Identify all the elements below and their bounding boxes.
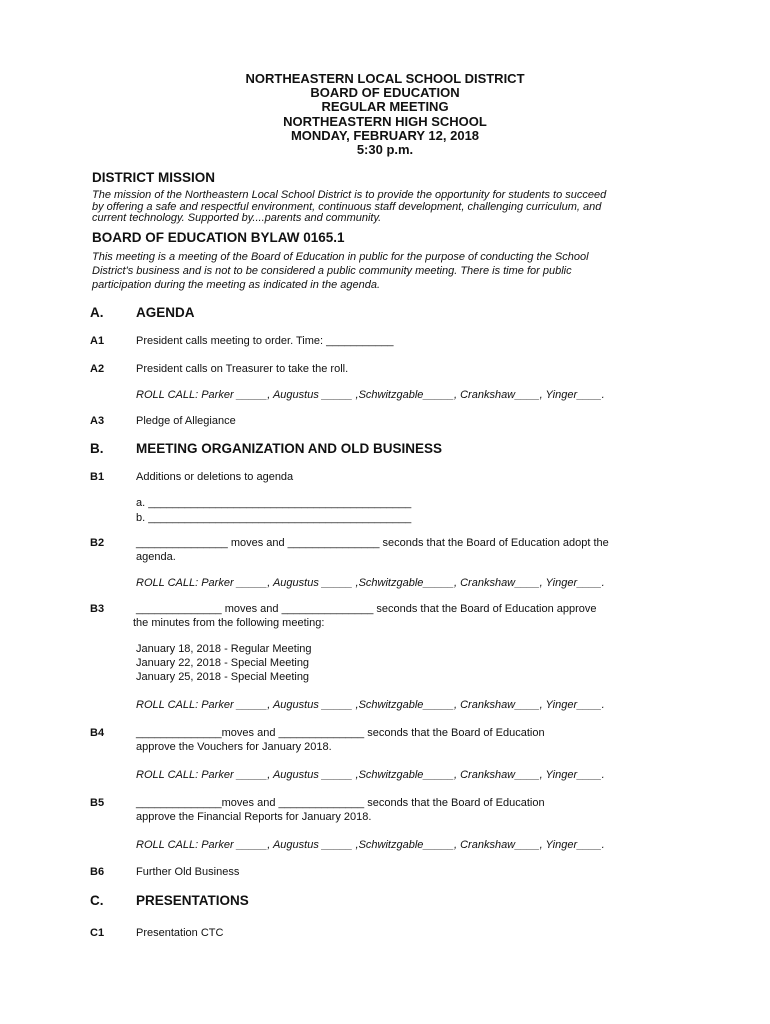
item-b3-label: B3: [90, 603, 105, 615]
item-a2-label: A2: [90, 363, 105, 375]
mission-text: [92, 190, 606, 225]
bylaw-text: [92, 250, 589, 292]
section-c-letter: C.: [90, 893, 104, 908]
item-b1-text: Additions or deletions to agenda: [136, 471, 294, 483]
item-a1-label: A1: [90, 335, 105, 347]
bylaw-line: This meeting is a meeting of the Board of Education in public for the purpose of conducting the School: [92, 251, 589, 263]
item-a3-label: A3: [90, 415, 105, 427]
header-time: 5:30 p.m.: [356, 142, 414, 158]
section-a-title: AGENDA: [136, 305, 195, 320]
item-b1-label: B1: [90, 471, 105, 483]
bylaw-heading: BOARD OF EDUCATION BYLAW 0165.1: [92, 230, 345, 245]
header-district: NORTHEASTERN LOCAL SCHOOL DISTRICT: [245, 71, 525, 86]
item-b2-line1: _______________ moves and _______________ seconds that the Board of Education adopt the: [136, 537, 609, 549]
roll-call-a2: ROLL CALL: Parker _____, Augustus _____ ,Schwitzgable_____, Crankshaw____, Yinger____.: [136, 389, 605, 401]
item-a2-text: President calls on Treasurer to take the roll.: [136, 363, 349, 375]
meeting-date-2: January 22, 2018 - Special Meeting: [136, 657, 310, 669]
meeting-date-3: January 25, 2018 - Special Meeting: [136, 671, 310, 683]
item-b6-label: B6: [90, 866, 105, 878]
document-header: [0, 72, 770, 157]
item-b5-line2: approve the Financial Reports for January 2018.: [136, 811, 372, 823]
meeting-date-1: January 18, 2018 - Regular Meeting: [136, 643, 312, 655]
item-b2-label: B2: [90, 537, 105, 549]
item-b5-label: B5: [90, 797, 105, 809]
item-b6-text: Further Old Business: [136, 866, 240, 878]
roll-call-b4: ROLL CALL: Parker _____, Augustus _____ ,Schwitzgable_____, Crankshaw____, Yinger____.: [136, 769, 605, 781]
item-c1-text: Presentation CTC: [136, 927, 224, 939]
item-b2-line2: agenda.: [136, 551, 176, 563]
roll-call-b3: ROLL CALL: Parker _____, Augustus _____ ,Schwitzgable_____, Crankshaw____, Yinger____.: [136, 699, 605, 711]
bylaw-line: District's business and is not to be considered a public community meeting. There is time for public: [92, 265, 572, 277]
agenda-change-a: a. ___________________________________________: [136, 497, 412, 509]
item-b3-line1: ______________ moves and _______________ seconds that the Board of Education approve: [136, 603, 597, 615]
item-b4-label: B4: [90, 727, 105, 739]
header-location: NORTHEASTERN HIGH SCHOOL: [283, 113, 487, 129]
mission-line: current technology. Supported by....parents and community.: [92, 212, 382, 225]
section-c-title: PRESENTATIONS: [136, 893, 249, 908]
item-b3-line2: the minutes from the following meeting:: [133, 617, 325, 629]
mission-heading: DISTRICT MISSION: [92, 170, 216, 185]
section-a-letter: A.: [90, 305, 104, 320]
item-b4-line2: approve the Vouchers for January 2018.: [136, 741, 332, 753]
item-b5-line1: ______________moves and ______________ seconds that the Board of Education: [136, 797, 545, 809]
header-board: BOARD OF EDUCATION: [310, 85, 460, 101]
mission-line: The mission of the Northeastern Local School District is to provide the opportunity for students to succeed: [92, 189, 607, 201]
item-a3-text: Pledge of Allegiance: [136, 415, 236, 427]
roll-call-b2: ROLL CALL: Parker _____, Augustus _____ ,Schwitzgable_____, Crankshaw____, Yinger____.: [136, 577, 605, 589]
section-b-title: MEETING ORGANIZATION AND OLD BUSINESS: [136, 441, 443, 456]
header-date: MONDAY, FEBRUARY 12, 2018: [290, 127, 480, 143]
item-c1-label: C1: [90, 927, 105, 939]
item-a1-text: President calls meeting to order. Time: ___________: [136, 335, 394, 347]
roll-call-b5: ROLL CALL: Parker _____, Augustus _____ ,Schwitzgable_____, Crankshaw____, Yinger____.: [136, 839, 605, 851]
item-b4-line1: ______________moves and ______________ seconds that the Board of Education: [136, 727, 545, 739]
agenda-change-b: b. ___________________________________________: [136, 512, 412, 524]
bylaw-line: participation during the meeting as indicated in the agenda.: [92, 279, 381, 291]
mission-line: by offering a safe and respectful environment, continuous staff development, challenging curriculum, and: [92, 200, 602, 213]
header-meeting-type: REGULAR MEETING: [321, 99, 449, 115]
section-b-letter: B.: [90, 441, 104, 456]
